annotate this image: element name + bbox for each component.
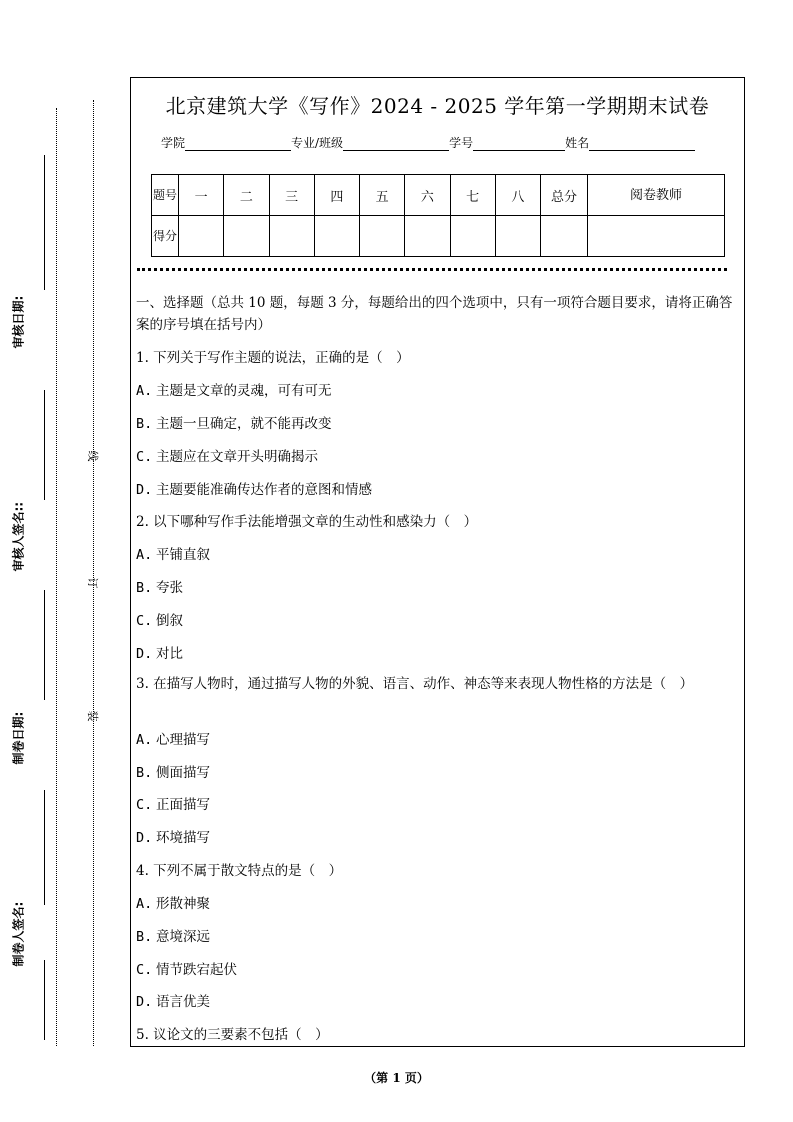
- page-number: （第 1 页）: [364, 1071, 429, 1085]
- option: [136, 379, 332, 399]
- option-label: A.: [136, 547, 153, 563]
- question-stem: 3. 在描写人物时，通过描写人物的外貌、语言、动作、神态等来表现人物性格的方法是（ ）: [136, 676, 694, 692]
- option: [136, 925, 210, 945]
- option-text: 环境描写: [156, 830, 210, 846]
- student-info-row: [161, 134, 721, 151]
- col-grader: 阅卷教师: [588, 175, 725, 216]
- exam-frame: [130, 77, 745, 1047]
- col-3: 三: [269, 175, 314, 216]
- paper-maker-signature-label: 制卷人签名:: [11, 901, 26, 967]
- col-8: 八: [495, 175, 540, 216]
- option-label: D.: [136, 646, 153, 662]
- option-text: 对比: [156, 646, 183, 662]
- question-stem: 1. 下列关于写作主题的说法，正确的是（ ）: [136, 350, 410, 366]
- major-class-field[interactable]: [343, 138, 449, 151]
- option: [136, 576, 183, 596]
- option: [136, 793, 210, 813]
- exam-title: 北京建筑大学《写作》2024 - 2025 学年第一学期期末试卷: [165, 94, 710, 118]
- bind-mark-staple: 订: [86, 577, 99, 589]
- option-label: A.: [136, 383, 153, 399]
- option: [136, 826, 210, 846]
- college-label: 学院: [161, 136, 186, 150]
- option-text: 主题要能准确传达作者的意图和情感: [156, 482, 372, 498]
- option-label: B.: [136, 765, 153, 781]
- option: [136, 958, 237, 978]
- score-table-header-row: [152, 175, 725, 216]
- option-text: 倒叙: [156, 613, 183, 629]
- option-text: 形散神聚: [156, 896, 210, 912]
- option-label: B.: [136, 929, 153, 945]
- col-2: 二: [224, 175, 269, 216]
- option-label: D.: [136, 830, 153, 846]
- major-class-label: 专业/班级: [291, 136, 344, 150]
- question-number-header: 题号: [152, 175, 179, 216]
- signature-line: [44, 590, 45, 700]
- option-text: 主题应在文章开头明确揭示: [156, 449, 318, 465]
- option: [136, 412, 332, 432]
- score-cell[interactable]: [224, 216, 269, 257]
- option-label: C.: [136, 449, 153, 465]
- option-label: C.: [136, 962, 153, 978]
- score-cell[interactable]: [314, 216, 359, 257]
- score-cell[interactable]: [405, 216, 450, 257]
- signature-line: [44, 960, 45, 1040]
- score-header: 得分: [152, 216, 179, 257]
- option-text: 主题一旦确定，就不能再改变: [156, 416, 332, 432]
- option-text: 意境深远: [156, 929, 210, 945]
- option-text: 情节跌宕起伏: [156, 962, 237, 978]
- signature-line: [44, 155, 45, 290]
- option: [136, 761, 210, 781]
- score-cell-grader[interactable]: [588, 216, 725, 257]
- bind-mark-line: 线: [86, 450, 99, 462]
- option-label: B.: [136, 416, 153, 432]
- college-field[interactable]: [185, 138, 291, 151]
- reviewer-signature-label: 审核人签名::: [11, 501, 26, 572]
- col-4: 四: [314, 175, 359, 216]
- question-stem: 2. 以下哪种写作手法能增强文章的生动性和感染力（ ）: [136, 514, 478, 530]
- name-field[interactable]: [589, 138, 695, 151]
- option: [136, 728, 210, 748]
- option: [136, 642, 183, 662]
- score-cell-total[interactable]: [541, 216, 588, 257]
- binding-dotted-line-left: [56, 108, 57, 1046]
- option: [136, 609, 183, 629]
- score-cell[interactable]: [495, 216, 540, 257]
- col-7: 七: [450, 175, 495, 216]
- signature-line: [44, 390, 45, 500]
- name-label: 姓名: [565, 136, 590, 150]
- section-separator: [137, 268, 727, 271]
- option-label: C.: [136, 613, 153, 629]
- question-stem: 5. 议论文的三要素不包括（ ）: [136, 1027, 329, 1043]
- score-table: [151, 174, 725, 257]
- student-id-field[interactable]: [473, 138, 565, 151]
- score-cell[interactable]: [269, 216, 314, 257]
- option: [136, 990, 210, 1010]
- option: [136, 892, 210, 912]
- option-text: 心理描写: [156, 732, 210, 748]
- bind-mark-bind: 装: [86, 710, 99, 722]
- option-text: 主题是文章的灵魂，可有可无: [156, 383, 332, 399]
- signature-line: [44, 790, 45, 905]
- col-total: 总分: [541, 175, 588, 216]
- col-1: 一: [179, 175, 224, 216]
- option-text: 平铺直叙: [156, 547, 210, 563]
- option-text: 正面描写: [156, 797, 210, 813]
- option-label: B.: [136, 580, 153, 596]
- score-cell[interactable]: [360, 216, 405, 257]
- option-label: D.: [136, 994, 153, 1010]
- option-label: C.: [136, 797, 153, 813]
- option: [136, 543, 210, 563]
- score-cell[interactable]: [179, 216, 224, 257]
- option-label: A.: [136, 732, 153, 748]
- option-text: 侧面描写: [156, 765, 210, 781]
- score-cell[interactable]: [450, 216, 495, 257]
- option-label: A.: [136, 896, 153, 912]
- option: [136, 445, 318, 465]
- option: [136, 478, 372, 498]
- section-heading: 一、选择题（总共 10 题，每题 3 分，每题给出的四个选项中，只有一项符合题目要求，请将正确答案的序号填在括号内）: [136, 295, 733, 333]
- option-text: 夸张: [156, 580, 183, 596]
- student-id-label: 学号: [449, 136, 474, 150]
- question-stem: 4. 下列不属于散文特点的是（ ）: [136, 863, 343, 879]
- binding-margin: [0, 0, 128, 1122]
- col-5: 五: [360, 175, 405, 216]
- option-text: 语言优美: [156, 994, 210, 1010]
- col-6: 六: [405, 175, 450, 216]
- binding-dotted-line-right: [93, 100, 94, 1046]
- score-table-score-row: [152, 216, 725, 257]
- review-date-label: 审核日期:: [11, 295, 26, 349]
- paper-date-label: 制卷日期:: [11, 711, 26, 765]
- option-label: D.: [136, 482, 153, 498]
